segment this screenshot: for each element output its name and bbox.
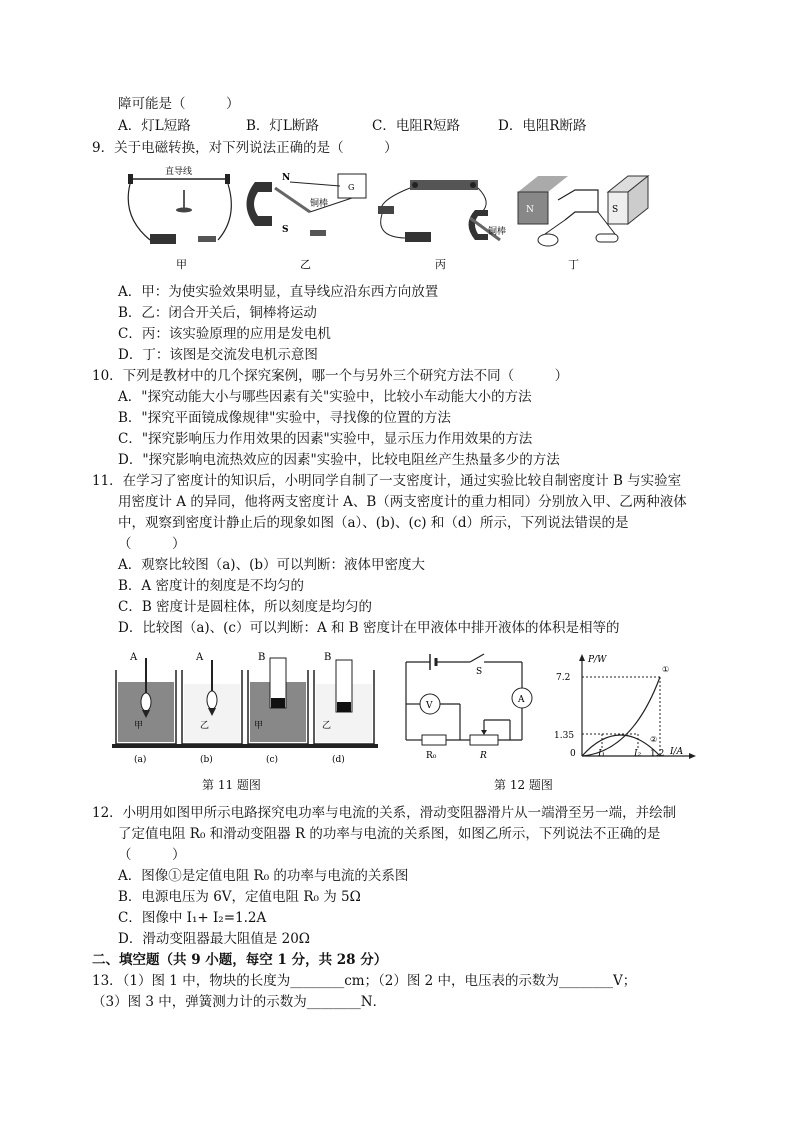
sub-a: (a) — [134, 755, 147, 764]
fig-label-jia: 甲 — [176, 258, 187, 271]
meter-d-label: B — [324, 652, 332, 663]
fig-label-yi: 乙 — [300, 258, 311, 271]
g-label: G — [348, 183, 355, 192]
q9-option-d: D．丁：该图是交流发电机示意图 — [118, 347, 318, 363]
q11-stem-2: 用密度计 A 的异同，他将两支密度计 A、B（两支密度计的重力相同）分别放入甲、乙两种液体 — [118, 494, 687, 510]
section2-title: 二、填空题（共 9 小题，每空 1 分，共 28 分） — [92, 952, 388, 968]
q11-stem-3: 中，观察到密度计静止后的现象如图（a）、(b)、(c) 和（d）所示，下列说法错误的是 — [118, 515, 629, 531]
curve-1-label: ① — [662, 665, 670, 674]
q10-option-c: C．"探究影响压力作用效果的因素"实验中，显示压力作用效果的方法 — [118, 431, 533, 447]
q9-option-b: B．乙：闭合开关后，铜棒将运动 — [118, 305, 317, 321]
voltmeter-label: V — [426, 701, 433, 711]
q10-option-d: D．"探究影响电流热效应的因素"实验中，比较电阻丝产生热量多少的方法 — [118, 452, 560, 468]
q13-line-1: 13．（1）图 1 中，物块的长度为________cm；（2）图 2 中，电压表的示数为________V； — [92, 973, 637, 989]
q9-figures — [120, 162, 660, 280]
q11-option-c: C．B 密度计是圆柱体，所以刻度是均匀的 — [118, 599, 373, 615]
q8-option-a: A．灯L短路 — [118, 118, 191, 134]
rod2-label: 铜棒 — [488, 227, 507, 237]
q12-stem-1: 12．小明用如图甲所示电路探究电功率与电流的关系，滑动变阻器滑片从一端滑至另一端，并绘制 — [92, 805, 677, 821]
beaker-d — [310, 652, 378, 748]
n-label: N — [282, 173, 291, 183]
sub-c: (c) — [266, 755, 279, 764]
figure-bing — [378, 180, 506, 242]
liquid-c-label: 甲 — [254, 721, 264, 731]
q12-stem-2: 了定值电阻 R₀ 和滑动变阻器 R 的功率与电流的关系图，如图乙所示，下列说法不正确的是 — [118, 826, 661, 842]
q8-option-b: B．灯L断路 — [246, 118, 319, 134]
q11-caption: 第 11 题图 — [202, 778, 261, 792]
q13-line-2: （3）图 3 中，弹簧测力计的示数为________N． — [92, 994, 387, 1010]
meter-a-label: A — [130, 652, 138, 663]
q12-graph — [552, 652, 700, 764]
s-label: S — [282, 225, 289, 235]
q10-option-a: A．"探究动能大小与哪些因素有关"实验中，比较小车动能大小的方法 — [118, 389, 532, 405]
q12-option-d: D．滑动变阻器最大阻值是 20Ω — [118, 931, 310, 947]
q8-option-c: C．电阻R短路 — [372, 118, 460, 134]
liquid-b-label: 乙 — [200, 721, 210, 731]
q10-option-b: B．"探究平面镜成像规律"实验中，寻找像的位置的方法 — [118, 410, 451, 426]
meter-c-label: B — [258, 652, 266, 663]
liquid-d-label: 乙 — [322, 721, 332, 731]
origin-label: 0 — [570, 749, 576, 759]
q9-stem: 9．关于电磁转换，对下列说法正确的是（ ） — [92, 140, 398, 156]
switch-label: S — [476, 667, 483, 677]
q11-option-d: D．比较图（a)、(c）可以判断：A 和 B 密度计在甲液体中排开液体的体积是相等的 — [118, 620, 620, 636]
q12-option-c: C．图像中 I₁+ I₂=1.2A — [118, 910, 267, 926]
q9-option-c: C．丙：该实验原理的应用是发电机 — [118, 326, 331, 342]
q12-option-a: A．图像①是定值电阻 R₀ 的功率与电流的关系图 — [118, 868, 409, 884]
beaker-c — [244, 652, 312, 748]
q11-option-a: A．观察比较图（a)、(b）可以判断：液体甲密度大 — [118, 557, 425, 573]
s2-label: S — [612, 205, 619, 215]
q8-tail: 障可能是（ ） — [118, 96, 240, 112]
curve-2-label: ② — [650, 735, 658, 744]
beaker-a — [112, 652, 180, 748]
q9-option-a: A．甲：为使实验效果明显，直导线应沿东西方向放置 — [118, 284, 439, 300]
q11-stem-4: （ ） — [118, 536, 186, 552]
q12-caption: 第 12 题图 — [494, 778, 553, 792]
sub-d: (d) — [332, 755, 345, 764]
curve-1 — [582, 677, 660, 756]
r-label: R — [480, 751, 487, 761]
x-end-tick: 1.2 — [650, 749, 665, 759]
ammeter-label: A — [518, 695, 525, 705]
fig-label-bing: 丙 — [435, 258, 446, 271]
figure-yi — [247, 173, 367, 236]
q8-option-d: D．电阻R断路 — [498, 118, 587, 134]
x-axis-label: I/A — [670, 747, 684, 757]
y-axis-label: P/W — [588, 655, 607, 665]
y-top-tick: 7.2 — [556, 673, 571, 683]
figure-jia — [128, 165, 231, 244]
fig-label-ding: 丁 — [568, 258, 579, 271]
sub-b: (b) — [200, 755, 213, 764]
i2-tick: I₂ — [634, 749, 642, 759]
liquid-a-label: 甲 — [134, 721, 144, 731]
q12-option-b: B．电源电压为 6V，定值电阻 R₀ 为 5Ω — [118, 889, 361, 905]
curve-2 — [582, 735, 660, 756]
q12-stem-3: （ ） — [118, 847, 186, 863]
r0-label: R₀ — [426, 751, 437, 761]
meter-b-label: A — [196, 652, 204, 663]
q11-option-b: B．A 密度计的刻度是不均匀的 — [118, 578, 304, 594]
figure-ding — [518, 176, 648, 246]
i1-tick: I₁ — [598, 749, 606, 759]
beaker-b — [178, 652, 246, 748]
n2-label: N — [526, 205, 534, 215]
q10-stem: 10．下列是教材中的几个探究案例，哪一个与另外三个研究方法不同（ ） — [92, 368, 569, 384]
q11-figure — [108, 652, 378, 764]
y-low-tick: 1.35 — [554, 731, 575, 741]
rod-label: 铜棒 — [310, 199, 329, 209]
q11-stem-1: 11．在学习了密度计的知识后，小明同学自制了一支密度计，通过实验比较自制密度计 B 与实验室 — [92, 473, 682, 489]
wire-label: 直导线 — [165, 167, 193, 177]
q12-circuit — [400, 650, 544, 764]
